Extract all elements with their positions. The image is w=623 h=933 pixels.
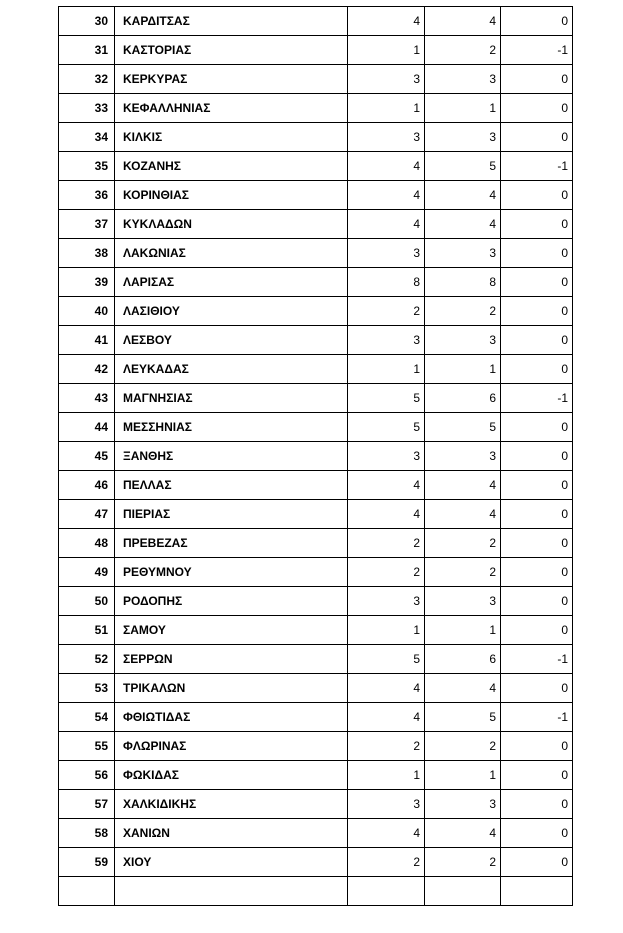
table-row: [59, 181, 573, 210]
row-number-cell: 42: [59, 355, 115, 384]
value-b-cell: 2: [425, 297, 501, 326]
value-b-cell: 3: [425, 442, 501, 471]
prefecture-name-cell: ΠΡΕΒΕΖΑΣ: [115, 529, 348, 558]
difference-cell: -1: [501, 384, 573, 413]
difference-cell: 0: [501, 123, 573, 152]
table-row: [59, 616, 573, 645]
row-number-cell: 37: [59, 210, 115, 239]
table-row: [59, 558, 573, 587]
prefecture-name-cell: ΣΑΜΟΥ: [115, 616, 348, 645]
difference-cell: 0: [501, 616, 573, 645]
difference-cell: 0: [501, 65, 573, 94]
row-number-cell: 55: [59, 732, 115, 761]
value-a-cell: 4: [348, 819, 425, 848]
value-a-cell: 4: [348, 210, 425, 239]
prefecture-name-cell: ΠΙΕΡΙΑΣ: [115, 500, 348, 529]
prefecture-name-cell: ΞΑΝΘΗΣ: [115, 442, 348, 471]
value-a-cell: 5: [348, 413, 425, 442]
row-number-cell: 57: [59, 790, 115, 819]
table-row: [59, 587, 573, 616]
table-row: [59, 239, 573, 268]
value-a-cell: 1: [348, 616, 425, 645]
row-number-cell: 35: [59, 152, 115, 181]
prefecture-name-cell: ΛΕΣΒΟΥ: [115, 326, 348, 355]
difference-cell: 0: [501, 94, 573, 123]
value-a-cell: 2: [348, 558, 425, 587]
table-row: [59, 413, 573, 442]
value-b-cell: 2: [425, 558, 501, 587]
difference-cell: 0: [501, 210, 573, 239]
row-number-cell: 43: [59, 384, 115, 413]
row-number-cell: 32: [59, 65, 115, 94]
value-b-cell: 2: [425, 36, 501, 65]
table-body: [59, 7, 573, 906]
table-row: [59, 790, 573, 819]
row-number-cell: 53: [59, 674, 115, 703]
prefecture-name-cell: ΜΑΓΝΗΣΙΑΣ: [115, 384, 348, 413]
value-a-cell: 3: [348, 326, 425, 355]
value-b-cell: 4: [425, 674, 501, 703]
value-b-cell: 6: [425, 384, 501, 413]
prefecture-name-cell: ΦΘΙΩΤΙΔΑΣ: [115, 703, 348, 732]
table-row: [59, 123, 573, 152]
row-number-cell: 52: [59, 645, 115, 674]
value-a-cell: 8: [348, 268, 425, 297]
difference-cell: 0: [501, 819, 573, 848]
table-row: [59, 471, 573, 500]
value-a-cell: 4: [348, 674, 425, 703]
table-row: [59, 761, 573, 790]
value-a-cell: [348, 877, 425, 906]
difference-cell: 0: [501, 442, 573, 471]
value-a-cell: 5: [348, 384, 425, 413]
row-number-cell: 47: [59, 500, 115, 529]
prefecture-table: [58, 6, 573, 906]
table-row: [59, 36, 573, 65]
difference-cell: 0: [501, 587, 573, 616]
value-b-cell: 4: [425, 500, 501, 529]
value-b-cell: 2: [425, 848, 501, 877]
table-row: [59, 819, 573, 848]
prefecture-name-cell: ΚΕΦΑΛΛΗΝΙΑΣ: [115, 94, 348, 123]
prefecture-name-cell: ΦΩΚΙΔΑΣ: [115, 761, 348, 790]
difference-cell: 0: [501, 326, 573, 355]
value-a-cell: 4: [348, 500, 425, 529]
table-row: [59, 65, 573, 94]
value-a-cell: 4: [348, 471, 425, 500]
value-b-cell: 3: [425, 326, 501, 355]
table-row: [59, 645, 573, 674]
prefecture-name-cell: ΜΕΣΣΗΝΙΑΣ: [115, 413, 348, 442]
prefecture-name-cell: [115, 877, 348, 906]
prefecture-name-cell: ΚΙΛΚΙΣ: [115, 123, 348, 152]
row-number-cell: 58: [59, 819, 115, 848]
row-number-cell: 40: [59, 297, 115, 326]
value-b-cell: 5: [425, 413, 501, 442]
value-a-cell: 1: [348, 355, 425, 384]
value-a-cell: 3: [348, 442, 425, 471]
value-b-cell: 8: [425, 268, 501, 297]
value-a-cell: 2: [348, 297, 425, 326]
row-number-cell: [59, 877, 115, 906]
row-number-cell: 49: [59, 558, 115, 587]
prefecture-name-cell: ΚΟΡΙΝΘΙΑΣ: [115, 181, 348, 210]
value-b-cell: 1: [425, 94, 501, 123]
difference-cell: -1: [501, 152, 573, 181]
value-b-cell: 4: [425, 471, 501, 500]
value-b-cell: 5: [425, 703, 501, 732]
prefecture-name-cell: ΚΑΡΔΙΤΣΑΣ: [115, 7, 348, 36]
table-row: [59, 355, 573, 384]
value-b-cell: 3: [425, 790, 501, 819]
table-row: [59, 94, 573, 123]
value-b-cell: 1: [425, 761, 501, 790]
table-row: [59, 848, 573, 877]
table-row: [59, 732, 573, 761]
value-b-cell: 4: [425, 181, 501, 210]
prefecture-name-cell: ΚΥΚΛΑΔΩΝ: [115, 210, 348, 239]
table-row: [59, 674, 573, 703]
difference-cell: 0: [501, 268, 573, 297]
difference-cell: 0: [501, 181, 573, 210]
value-a-cell: 3: [348, 123, 425, 152]
row-number-cell: 54: [59, 703, 115, 732]
value-b-cell: 5: [425, 152, 501, 181]
difference-cell: 0: [501, 732, 573, 761]
row-number-cell: 41: [59, 326, 115, 355]
row-number-cell: 34: [59, 123, 115, 152]
difference-cell: 0: [501, 558, 573, 587]
prefecture-name-cell: ΚΕΡΚΥΡΑΣ: [115, 65, 348, 94]
table-row: [59, 326, 573, 355]
prefecture-name-cell: ΛΕΥΚΑΔΑΣ: [115, 355, 348, 384]
value-a-cell: 1: [348, 761, 425, 790]
prefecture-name-cell: ΛΑΣΙΘΙΟΥ: [115, 297, 348, 326]
value-a-cell: 4: [348, 152, 425, 181]
value-a-cell: 2: [348, 848, 425, 877]
row-number-cell: 36: [59, 181, 115, 210]
prefecture-name-cell: ΛΑΚΩΝΙΑΣ: [115, 239, 348, 268]
difference-cell: 0: [501, 239, 573, 268]
value-b-cell: 1: [425, 616, 501, 645]
difference-cell: -1: [501, 645, 573, 674]
difference-cell: 0: [501, 761, 573, 790]
difference-cell: 0: [501, 674, 573, 703]
prefecture-name-cell: ΚΟΖΑΝΗΣ: [115, 152, 348, 181]
prefecture-name-cell: ΣΕΡΡΩΝ: [115, 645, 348, 674]
row-number-cell: 31: [59, 36, 115, 65]
value-b-cell: 2: [425, 529, 501, 558]
value-a-cell: 4: [348, 7, 425, 36]
value-b-cell: [425, 877, 501, 906]
table-row: [59, 268, 573, 297]
table-row: [59, 877, 573, 906]
table-row: [59, 297, 573, 326]
difference-cell: [501, 877, 573, 906]
prefecture-name-cell: ΧΙΟΥ: [115, 848, 348, 877]
difference-cell: 0: [501, 413, 573, 442]
prefecture-name-cell: ΡΟΔΟΠΗΣ: [115, 587, 348, 616]
difference-cell: 0: [501, 790, 573, 819]
row-number-cell: 51: [59, 616, 115, 645]
difference-cell: 0: [501, 500, 573, 529]
table-row: [59, 442, 573, 471]
value-b-cell: 3: [425, 65, 501, 94]
prefecture-name-cell: ΧΑΛΚΙΔΙΚΗΣ: [115, 790, 348, 819]
value-b-cell: 4: [425, 819, 501, 848]
difference-cell: 0: [501, 848, 573, 877]
table-row: [59, 210, 573, 239]
value-b-cell: 3: [425, 123, 501, 152]
table-row: [59, 152, 573, 181]
value-a-cell: 3: [348, 790, 425, 819]
value-a-cell: 3: [348, 239, 425, 268]
value-a-cell: 2: [348, 732, 425, 761]
value-b-cell: 2: [425, 732, 501, 761]
difference-cell: 0: [501, 529, 573, 558]
prefecture-name-cell: ΡΕΘΥΜΝΟΥ: [115, 558, 348, 587]
row-number-cell: 56: [59, 761, 115, 790]
value-a-cell: 3: [348, 65, 425, 94]
difference-cell: 0: [501, 297, 573, 326]
difference-cell: 0: [501, 7, 573, 36]
difference-cell: -1: [501, 36, 573, 65]
prefecture-name-cell: ΠΕΛΛΑΣ: [115, 471, 348, 500]
value-b-cell: 4: [425, 210, 501, 239]
row-number-cell: 59: [59, 848, 115, 877]
prefecture-name-cell: ΚΑΣΤΟΡΙΑΣ: [115, 36, 348, 65]
row-number-cell: 30: [59, 7, 115, 36]
value-b-cell: 6: [425, 645, 501, 674]
row-number-cell: 45: [59, 442, 115, 471]
prefecture-name-cell: ΤΡΙΚΑΛΩΝ: [115, 674, 348, 703]
value-a-cell: 4: [348, 703, 425, 732]
difference-cell: -1: [501, 703, 573, 732]
value-a-cell: 2: [348, 529, 425, 558]
row-number-cell: 39: [59, 268, 115, 297]
value-a-cell: 1: [348, 94, 425, 123]
table-row: [59, 7, 573, 36]
value-a-cell: 5: [348, 645, 425, 674]
row-number-cell: 44: [59, 413, 115, 442]
table-row: [59, 384, 573, 413]
prefecture-name-cell: ΦΛΩΡΙΝΑΣ: [115, 732, 348, 761]
table-row: [59, 529, 573, 558]
prefecture-name-cell: ΧΑΝΙΩΝ: [115, 819, 348, 848]
table-row: [59, 500, 573, 529]
value-b-cell: 3: [425, 239, 501, 268]
value-b-cell: 1: [425, 355, 501, 384]
row-number-cell: 50: [59, 587, 115, 616]
row-number-cell: 48: [59, 529, 115, 558]
value-a-cell: 3: [348, 587, 425, 616]
difference-cell: 0: [501, 355, 573, 384]
row-number-cell: 38: [59, 239, 115, 268]
value-b-cell: 4: [425, 7, 501, 36]
difference-cell: 0: [501, 471, 573, 500]
prefecture-name-cell: ΛΑΡΙΣΑΣ: [115, 268, 348, 297]
table-row: [59, 703, 573, 732]
value-a-cell: 1: [348, 36, 425, 65]
row-number-cell: 46: [59, 471, 115, 500]
value-b-cell: 3: [425, 587, 501, 616]
row-number-cell: 33: [59, 94, 115, 123]
value-a-cell: 4: [348, 181, 425, 210]
